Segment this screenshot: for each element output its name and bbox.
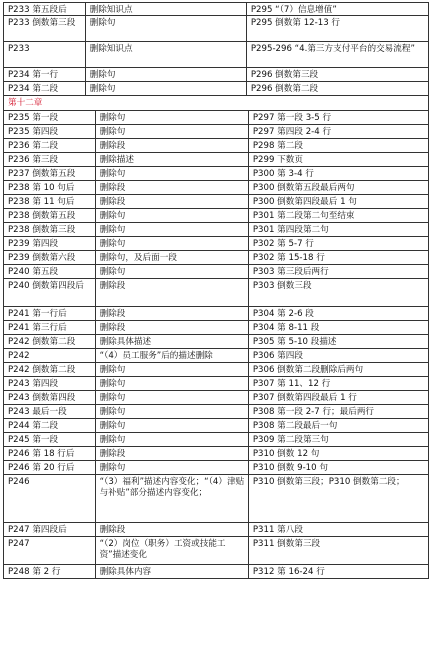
- new-page-location-cell: P307 倒数第四段最后 1 行: [252, 393, 357, 403]
- table-row: [3, 419, 429, 433]
- table-row: [3, 523, 429, 537]
- table-row: [3, 167, 429, 181]
- change-action-cell: 删除段: [96, 279, 249, 306]
- table-row: [3, 139, 429, 153]
- page-location-cell: P248 第 2 行: [4, 565, 96, 578]
- page-location-cell: P235 第一段: [4, 111, 96, 124]
- table-row: [3, 279, 429, 307]
- new-page-location-cell: P303 倒数三段: [252, 281, 312, 291]
- page-location-cell: P243 最后一段: [4, 405, 96, 418]
- change-action-cell: 删除段: [96, 447, 249, 460]
- table-row: [3, 251, 429, 265]
- page-location-cell: P233: [4, 42, 86, 67]
- page-location-cell: P242: [4, 349, 96, 362]
- table-row: [3, 433, 429, 447]
- new-page-location-cell: P295-296 “4.第三方支付平台的交易流程”: [250, 44, 415, 54]
- page-location-cell: P238 第 11 句后: [4, 195, 96, 208]
- table-row: [3, 391, 429, 405]
- page-location-cell: P240 第五段: [4, 265, 96, 278]
- new-page-location-cell: P302 第 5-7 行: [252, 239, 314, 249]
- table-row: [3, 321, 429, 335]
- page-location-cell: P247 第四段后: [4, 523, 96, 536]
- new-page-location-cell: P296 倒数第三段: [250, 70, 319, 80]
- new-page-location-cell: P308 第一段 2-7 行；最后两行: [252, 407, 375, 417]
- new-page-location-cell: P298 第二段: [252, 141, 303, 151]
- table-row: [3, 181, 429, 195]
- page-location-cell: P241 第一行后: [4, 307, 96, 320]
- new-page-location-cell: P301 第四段第二句: [252, 225, 329, 235]
- section-header-row: [3, 96, 429, 111]
- table-row: [3, 111, 429, 125]
- new-page-location-cell: P305 第 5-10 段描述: [252, 337, 337, 347]
- change-action-cell: 删除句: [96, 265, 249, 278]
- new-page-location-cell: P296 倒数第二段: [250, 84, 319, 94]
- change-action-cell: 删除句: [96, 419, 249, 432]
- table-row: [3, 82, 429, 96]
- table-row: [3, 349, 429, 363]
- table-row: [3, 461, 429, 475]
- change-action-cell: 删除句: [86, 82, 247, 95]
- new-page-location-cell: P295 倒数第 12-13 行: [250, 18, 340, 28]
- table-row: [3, 265, 429, 279]
- change-action-cell: 删除具体内容: [96, 565, 249, 578]
- page-location-cell: P242 倒数第二段: [4, 363, 96, 376]
- table-row: [3, 125, 429, 139]
- page-location-cell: P238 倒数第五段: [4, 209, 96, 222]
- revision-table: [3, 2, 429, 579]
- page-location-cell: P239 第四段: [4, 237, 96, 250]
- table-row: [3, 223, 429, 237]
- page-location-cell: P236 第三段: [4, 153, 96, 166]
- change-action-cell: 删除句: [96, 391, 249, 404]
- page-location-cell: P236 第二段: [4, 139, 96, 152]
- new-page-location-cell: P304 第 2-6 段: [252, 309, 314, 319]
- change-action-cell: 删除句: [86, 68, 247, 81]
- new-page-location-cell: P297 第一段 3-5 行: [252, 113, 332, 123]
- new-page-location-cell: P306 第四段: [252, 351, 303, 361]
- change-action-cell: 删除句: [96, 167, 249, 180]
- page-location-cell: P246 第 20 行后: [4, 461, 96, 474]
- page-location-cell: P234 第一行: [4, 68, 86, 81]
- page-location-cell: P234 第二段: [4, 82, 86, 95]
- table-row: [3, 16, 429, 42]
- new-page-location-cell: P304 第 8-11 段: [252, 323, 320, 333]
- table-row: [3, 307, 429, 321]
- new-page-location-cell: P310 倒数第三段；P310 倒数第二段；: [252, 477, 405, 487]
- page-location-cell: P235 第四段: [4, 125, 96, 138]
- table-row: [3, 475, 429, 523]
- new-page-location-cell: P303 第三段后两行: [252, 267, 329, 277]
- new-page-location-cell: P300 倒数第五段最后两句: [252, 183, 355, 193]
- table-row: [3, 363, 429, 377]
- new-page-location-cell: P312 第 16-24 行: [252, 567, 325, 577]
- new-page-location-cell: P302 第 15-18 行: [252, 253, 325, 263]
- new-page-location-cell: P307 第 11、12 行: [252, 379, 331, 389]
- change-action-cell: 删除句: [96, 111, 249, 124]
- change-action-cell: “（4）员工服务”后的描述删除: [96, 349, 249, 362]
- table-row: [3, 68, 429, 82]
- table-row: [3, 237, 429, 251]
- change-action-cell: 删除描述: [96, 153, 249, 166]
- change-action-cell: 删除句，及后面一段: [96, 251, 249, 264]
- table-row: [3, 195, 429, 209]
- table-row: [3, 565, 429, 579]
- new-page-location-cell: P300 第 3-4 行: [252, 169, 314, 179]
- change-action-cell: 删除句: [96, 125, 249, 138]
- change-action-cell: “（2）岗位（职务）工资或技能工资”描述变化: [96, 537, 249, 564]
- new-page-location-cell: P311 第八段: [252, 525, 303, 535]
- change-action-cell: 删除句: [96, 405, 249, 418]
- table-row: [3, 42, 429, 68]
- new-page-location-cell: P311 倒数第三段: [252, 539, 321, 549]
- change-action-cell: 删除句: [96, 363, 249, 376]
- change-action-cell: 删除段: [96, 321, 249, 334]
- change-action-cell: 删除具体描述: [96, 335, 249, 348]
- page-location-cell: P243 倒数第四段: [4, 391, 96, 404]
- change-action-cell: “（3）福利”描述内容变化；“（4）津贴与补贴”部分描述内容变化；: [96, 475, 249, 522]
- change-action-cell: 删除句: [96, 433, 249, 446]
- table-row: [3, 377, 429, 391]
- page-location-cell: P233 倒数第三段: [4, 16, 86, 41]
- change-action-cell: 删除句: [96, 461, 249, 474]
- change-action-cell: 删除句: [96, 223, 249, 236]
- change-action-cell: 删除句: [96, 237, 249, 250]
- page-location-cell: P239 倒数第六段: [4, 251, 96, 264]
- new-page-location-cell: P295 “（7）信息增值”: [250, 5, 337, 15]
- table-row: [3, 153, 429, 167]
- new-page-location-cell: P300 倒数第四段最后 1 句: [252, 197, 357, 207]
- page-location-cell: P241 第三行后: [4, 321, 96, 334]
- section-title: 第十二章: [8, 98, 43, 108]
- new-page-location-cell: P301 第二段第二句至结束: [252, 211, 355, 221]
- table-row: [3, 405, 429, 419]
- table-row: [3, 335, 429, 349]
- page-location-cell: P240 倒数第四段后: [4, 279, 96, 306]
- change-action-cell: 删除段: [96, 195, 249, 208]
- page-location-cell: P238 第 10 句后: [4, 181, 96, 194]
- change-action-cell: 删除句: [96, 209, 249, 222]
- page-location-cell: P244 第二段: [4, 419, 96, 432]
- table-row: [3, 209, 429, 223]
- new-page-location-cell: P309 第二段第三句: [252, 435, 329, 445]
- table-row: [3, 537, 429, 565]
- new-page-location-cell: P310 倒数 9-10 句: [252, 463, 328, 473]
- page-location-cell: P245 第一段: [4, 433, 96, 446]
- change-action-cell: 删除段: [96, 139, 249, 152]
- change-action-cell: 删除段: [96, 523, 249, 536]
- page-location-cell: P237 倒数第五段: [4, 167, 96, 180]
- change-action-cell: 删除段: [96, 307, 249, 320]
- new-page-location-cell: P297 第四段 2-4 行: [252, 127, 332, 137]
- table-row: [3, 447, 429, 461]
- page-location-cell: P243 第四段: [4, 377, 96, 390]
- page-location-cell: P233 第五段后: [4, 3, 86, 15]
- new-page-location-cell: P306 倒数第二段删除后两句: [252, 365, 364, 375]
- new-page-location-cell: P299 下数页: [252, 155, 303, 165]
- page-location-cell: P246 第 18 行后: [4, 447, 96, 460]
- change-action-cell: 删除段: [96, 181, 249, 194]
- change-action-cell: 删除知识点: [86, 3, 247, 15]
- page-location-cell: P242 倒数第二段: [4, 335, 96, 348]
- new-page-location-cell: P310 倒数 12 句: [252, 449, 320, 459]
- page-location-cell: P238 倒数第三段: [4, 223, 96, 236]
- change-action-cell: 删除知识点: [86, 42, 247, 67]
- change-action-cell: 删除句: [86, 16, 247, 41]
- new-page-location-cell: P308 第二段最后一句: [252, 421, 338, 431]
- table-row: [3, 2, 429, 16]
- page-location-cell: P246: [4, 475, 96, 522]
- change-action-cell: 删除句: [96, 377, 249, 390]
- page-location-cell: P247: [4, 537, 96, 564]
